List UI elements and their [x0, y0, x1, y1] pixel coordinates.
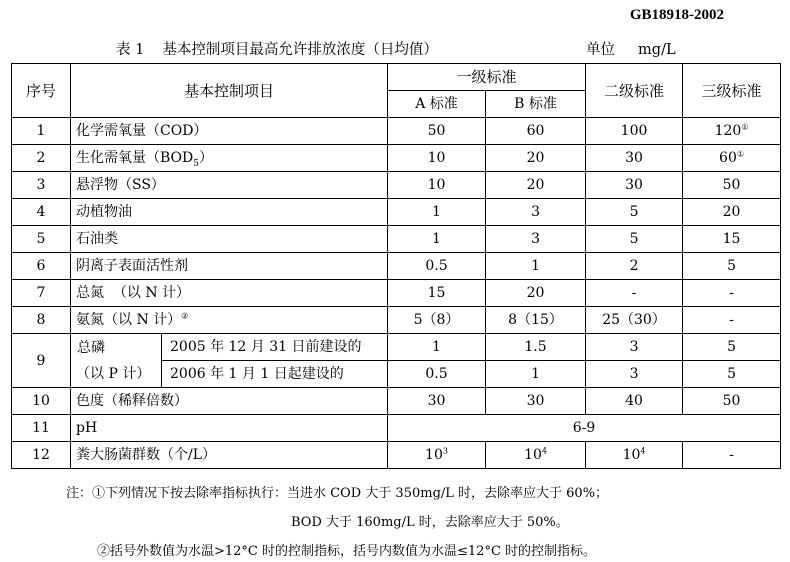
grade3-value: 120 — [714, 123, 742, 139]
grade2-value: 30 — [586, 145, 683, 172]
grade1-a-exponent: 3 — [442, 446, 448, 456]
row-number: 2 — [12, 145, 71, 172]
table-row — [12, 226, 781, 253]
range-value: 6-9 — [388, 415, 781, 442]
table-row — [12, 415, 781, 442]
grade1-a-value: 10 — [388, 172, 486, 199]
grade1-a-base: 10 — [425, 447, 443, 463]
row-item: 动植物油 — [71, 199, 388, 226]
row-number: 8 — [12, 307, 71, 334]
row-item: 粪大肠菌群数（个/L） — [71, 442, 388, 469]
table-caption — [116, 38, 676, 59]
table-row — [12, 172, 781, 199]
table-row — [12, 442, 781, 469]
grade2-value: 5 — [586, 226, 683, 253]
row-number: 3 — [12, 172, 71, 199]
row-item: 总氮 （以 N 计） — [71, 280, 388, 307]
grade3-value: - — [683, 280, 781, 307]
footnote-marker: ① — [736, 149, 745, 159]
grade1-a-value: 1 — [388, 226, 486, 253]
row-subitem: 2005 年 12 月 31 日前建设的 — [162, 334, 388, 361]
unit-label: 单位 — [586, 42, 615, 58]
header-grade2: 二级标准 — [586, 64, 683, 118]
table-row — [12, 307, 781, 334]
row-number: 9 — [12, 334, 71, 388]
grade3-value: 15 — [683, 226, 781, 253]
grade2-value: - — [586, 280, 683, 307]
table-row — [12, 280, 781, 307]
table-row — [12, 199, 781, 226]
grade1-b-exponent: 4 — [541, 446, 547, 456]
grade1-a-value: 0.5 — [388, 361, 486, 388]
grade1-b-value: 30 — [486, 388, 586, 415]
grade2-value: 40 — [586, 388, 683, 415]
row-number: 1 — [12, 118, 71, 145]
row-number: 5 — [12, 226, 71, 253]
row-item: pH — [71, 415, 388, 442]
grade1-b-cell — [486, 442, 586, 469]
grade2-value: 25（30） — [586, 307, 683, 334]
table-title: 基本控制项目最高允许排放浓度（日均值） — [162, 42, 438, 58]
row-item: 生化需氧量（BOD — [76, 150, 194, 166]
row-item-note: （以 P 计） — [76, 365, 151, 382]
grade1-a-value: 10 — [388, 145, 486, 172]
unit-label-group — [586, 38, 676, 59]
grade1-a-value: 30 — [388, 388, 486, 415]
table-row — [12, 118, 781, 145]
table-row — [12, 388, 781, 415]
row-number: 10 — [12, 388, 71, 415]
note-line-1: 注：①下列情况下按去除率指标执行：当进水 COD 大于 350mg/L 时，去除率应大于 60%； — [66, 486, 609, 501]
grade2-exponent: 4 — [640, 446, 646, 456]
row-number: 7 — [12, 280, 71, 307]
row-item-cell — [71, 307, 388, 334]
grade2-value: 2 — [586, 253, 683, 280]
emission-limits-table — [11, 63, 781, 469]
grade2-value: 5 — [586, 199, 683, 226]
row-item-cell — [71, 145, 388, 172]
grade2-value: 30 — [586, 172, 683, 199]
grade1-a-value: 1 — [388, 199, 486, 226]
header-grade3: 三级标准 — [683, 64, 781, 118]
grade2-cell — [586, 442, 683, 469]
row-item-cell — [71, 334, 162, 388]
footnote-marker: ② — [181, 311, 189, 321]
grade1-b-value: 3 — [486, 199, 586, 226]
header-index: 序号 — [12, 64, 71, 118]
table-row — [12, 145, 781, 172]
note-line-2: BOD 大于 160mg/L 时，去除率应大于 50%。 — [291, 515, 569, 530]
grade2-base: 10 — [622, 447, 641, 463]
grade3-value: 5 — [683, 361, 781, 388]
grade1-b-value: 3 — [486, 226, 586, 253]
grade3-value: 20 — [683, 199, 781, 226]
row-item: 总磷 — [77, 339, 105, 356]
grade1-b-value: 1 — [486, 253, 586, 280]
grade1-b-value: 60 — [486, 118, 586, 145]
grade1-b-value: 20 — [486, 172, 586, 199]
grade3-value: 5 — [683, 253, 781, 280]
table-row — [12, 334, 781, 361]
row-item: 氨氮（以 N 计） — [76, 312, 182, 328]
note-line-3: ②括号外数值为水温>12°C 时的控制指标，括号内数值为水温≤12°C 时的控制指标。 — [97, 544, 597, 559]
grade1-b-value: 1.5 — [486, 334, 586, 361]
row-number: 12 — [12, 442, 71, 469]
footnote-marker: ① — [741, 122, 749, 132]
grade1-b-value: 1 — [486, 361, 586, 388]
row-item: 化学需氧量（COD） — [71, 118, 388, 145]
table-row — [12, 253, 781, 280]
header-grade1-b: B 标准 — [486, 91, 586, 118]
grade1-b-base: 10 — [524, 447, 542, 463]
row-item-suffix: ） — [198, 150, 213, 166]
row-number: 11 — [12, 415, 71, 442]
row-item: 悬浮物（SS） — [71, 172, 388, 199]
grade2-value: 3 — [586, 361, 683, 388]
grade1-a-value: 15 — [388, 280, 486, 307]
row-item: 阴离子表面活性剂 — [71, 253, 388, 280]
row-item: 石油类 — [71, 226, 388, 253]
header-item: 基本控制项目 — [71, 64, 388, 118]
grade3-value: 5 — [683, 334, 781, 361]
grade3-value: 50 — [683, 172, 781, 199]
header-grade1: 一级标准 — [388, 64, 586, 91]
subscript: 5 — [193, 158, 199, 169]
row-number: 4 — [12, 199, 71, 226]
grade2-value: 100 — [586, 118, 683, 145]
grade3-value: - — [683, 442, 781, 469]
row-number: 6 — [12, 253, 71, 280]
grade1-a-cell — [388, 442, 486, 469]
grade3-cell — [683, 118, 781, 145]
grade1-a-value: 1 — [388, 334, 486, 361]
grade1-a-value: 5（8） — [388, 307, 486, 334]
standard-code: GB18918-2002 — [629, 7, 724, 23]
grade1-a-value: 0.5 — [388, 253, 486, 280]
grade2-value: 3 — [586, 334, 683, 361]
grade1-b-value: 20 — [486, 280, 586, 307]
grade3-value: - — [683, 307, 781, 334]
grade1-b-value: 20 — [486, 145, 586, 172]
grade3-value: 50 — [683, 388, 781, 415]
table-number: 表 1 — [116, 42, 145, 58]
grade3-cell — [683, 145, 781, 172]
row-item: 色度（稀释倍数） — [71, 388, 388, 415]
grade1-b-value: 8（15） — [486, 307, 586, 334]
grade3-value: 60 — [719, 150, 737, 166]
header-grade1-a: A 标准 — [388, 91, 486, 118]
grade1-a-value: 50 — [388, 118, 486, 145]
row-subitem: 2006 年 1 月 1 日起建设的 — [162, 361, 388, 388]
unit-value: mg/L — [638, 42, 676, 58]
